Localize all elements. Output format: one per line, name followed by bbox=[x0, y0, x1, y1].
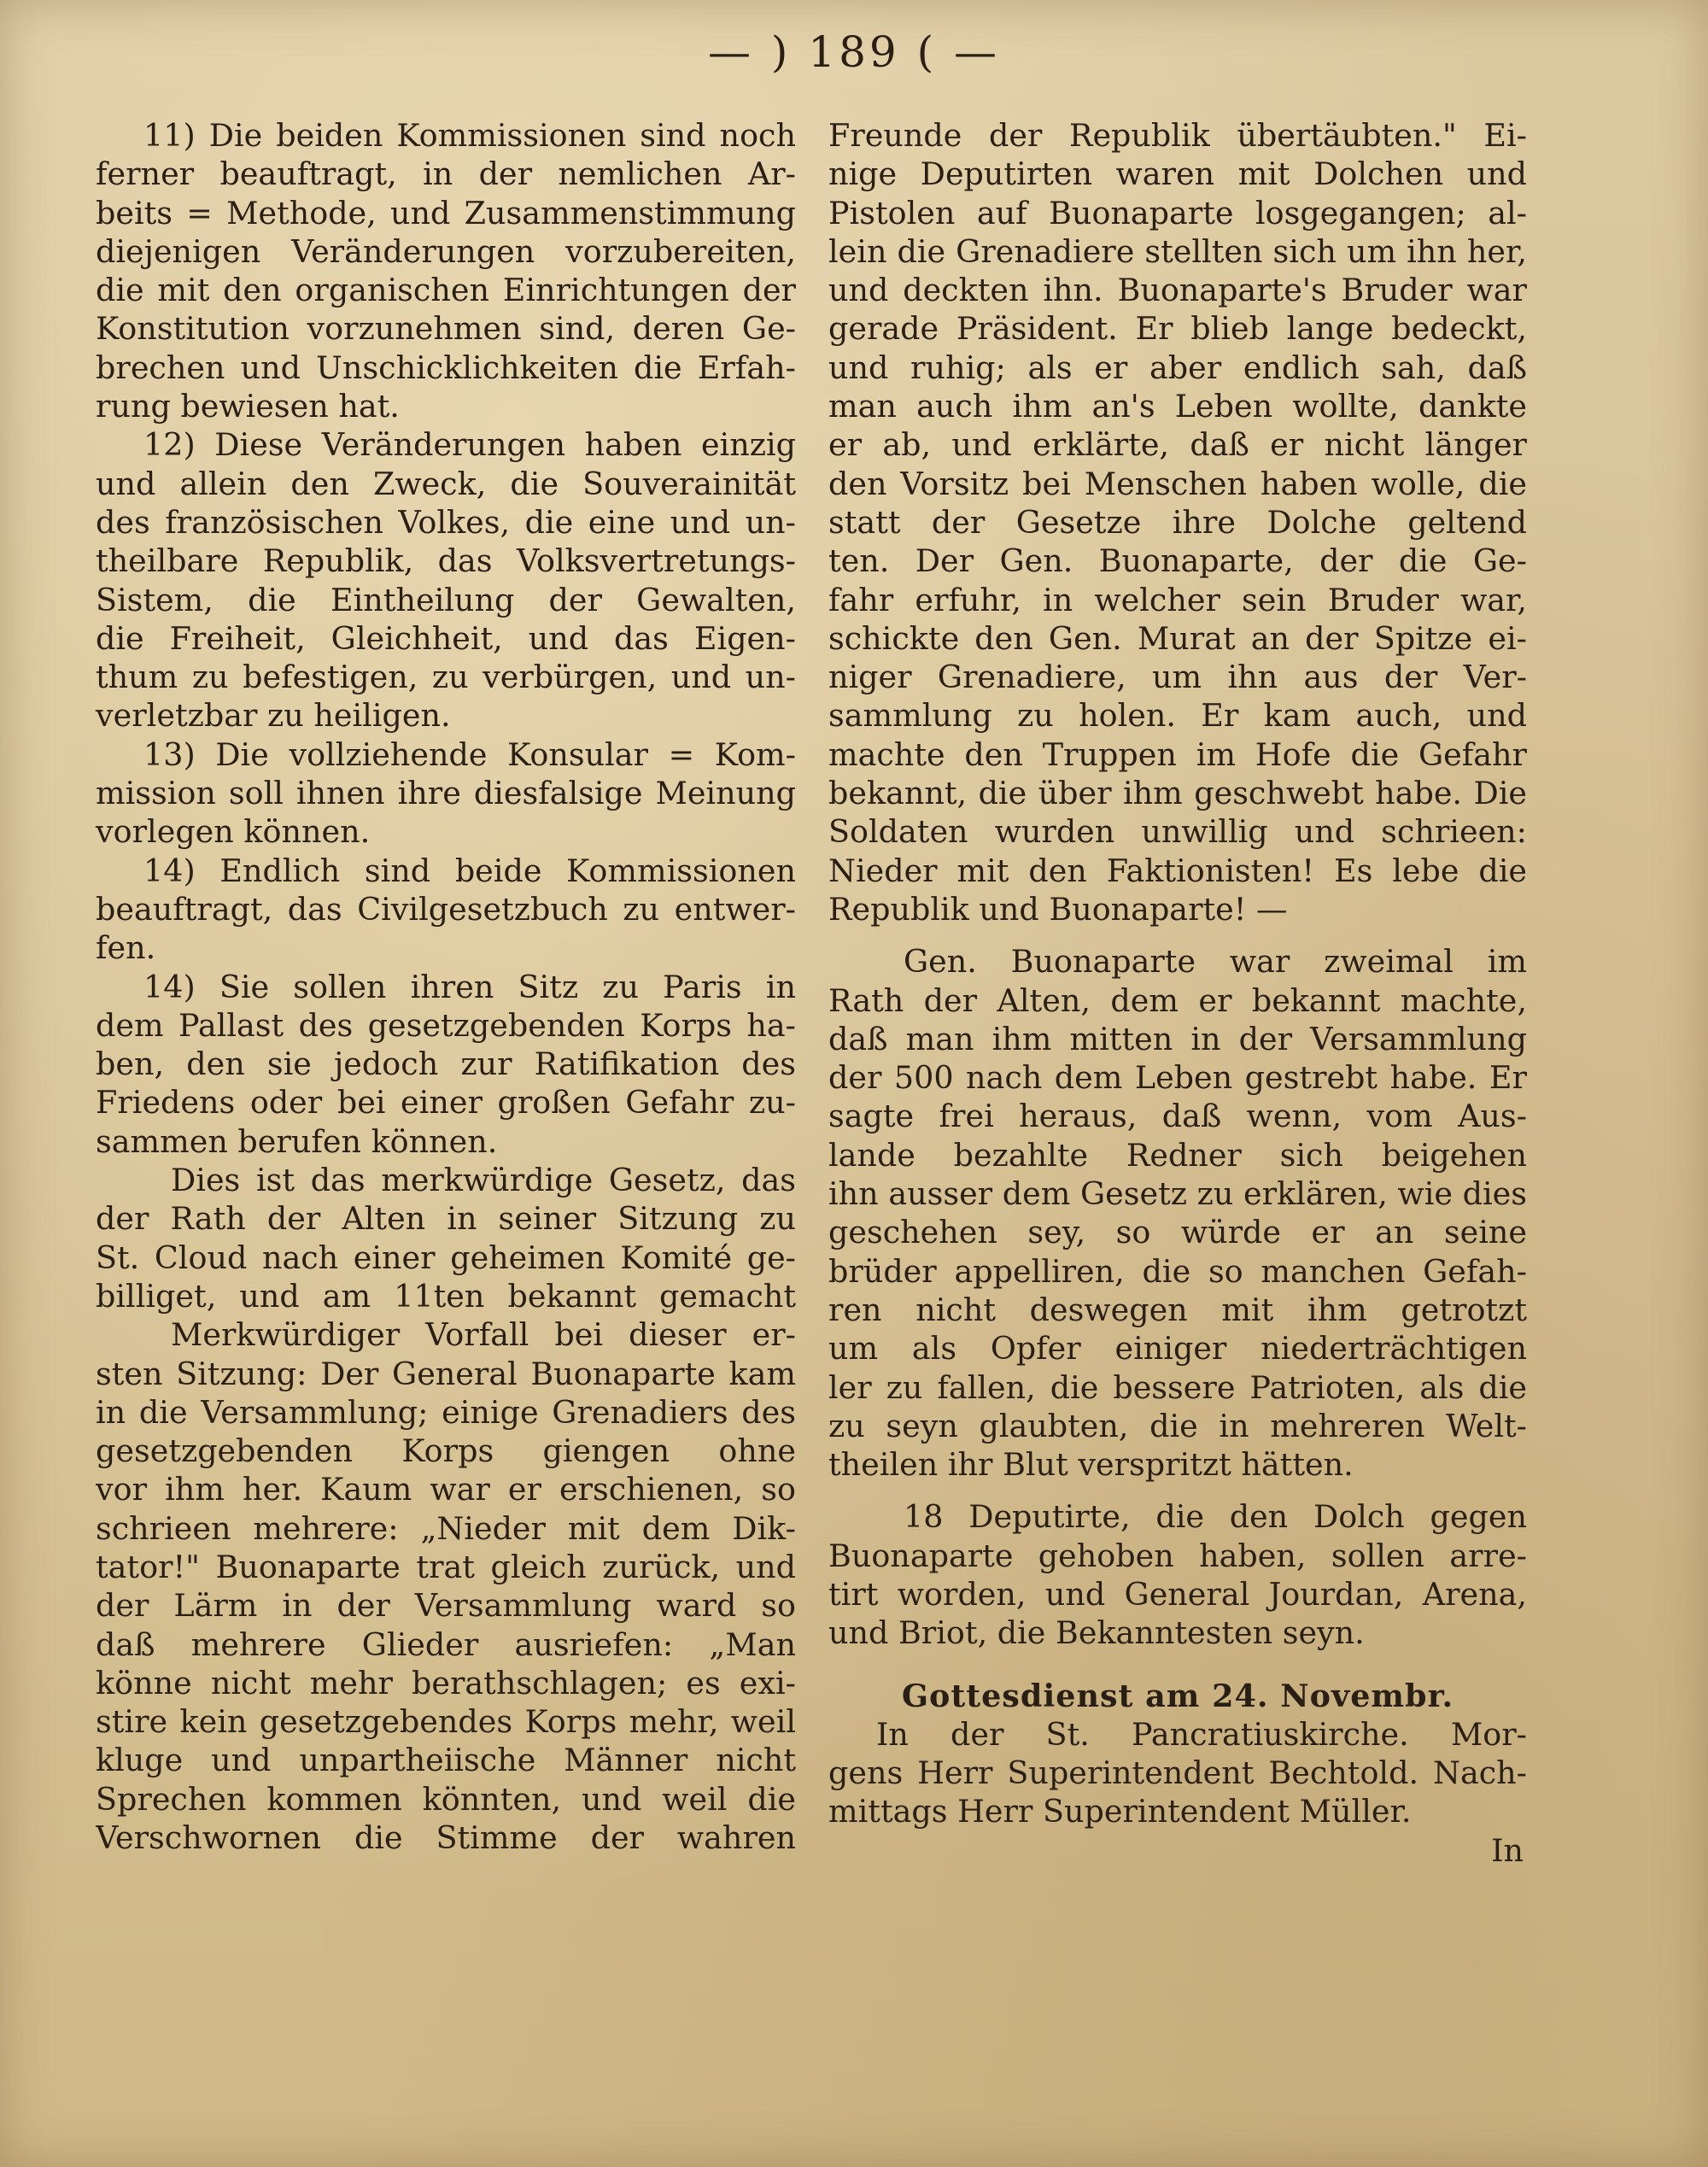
text-line: 11) Die beiden Kommissionen sind noch bbox=[143, 117, 796, 154]
text-line: Buonaparte gehoben haben, sollen arre- bbox=[828, 1537, 1527, 1574]
text-line: sagte frei heraus, daß wenn, vom Aus- bbox=[828, 1098, 1527, 1135]
text-line: Rath der Alten, dem er bekannt machte, bbox=[828, 981, 1527, 1019]
text-line: zu seyn glaubten, die in mehreren Welt- bbox=[828, 1407, 1527, 1444]
text-line: niger Grenadiere, um ihn aus der Ver- bbox=[828, 659, 1527, 696]
text-line: bekannt, die über ihm geschwebt habe. Die bbox=[828, 775, 1527, 812]
text-line: 18 Deputirte, die den Dolch gegen bbox=[904, 1498, 1527, 1536]
text-line: der 500 nach dem Leben gestrebt habe. Er bbox=[828, 1059, 1527, 1097]
text-line: Republik und Buonaparte! — bbox=[828, 890, 1288, 928]
text-line: machte den Truppen im Hofe die Gefahr bbox=[828, 735, 1527, 773]
text-line: Verschwornen die Stimme der wahren bbox=[96, 1819, 796, 1857]
text-line: theilbare Republik, das Volksvertretungs- bbox=[96, 542, 796, 580]
text-line: schrieen mehrere: „Nieder mit dem Dik- bbox=[96, 1509, 796, 1547]
catchword: In bbox=[1491, 1831, 1524, 1869]
text-line: Sistem, die Eintheilung der Gewalten, bbox=[96, 581, 796, 618]
text-line: ten. Der Gen. Buonaparte, der die Ge- bbox=[828, 542, 1527, 580]
text-line: ren nicht deswegen mit ihm getrotzt bbox=[828, 1291, 1527, 1328]
text-line: 12) Diese Veränderungen haben einzig bbox=[143, 426, 796, 464]
text-line: könne nicht mehr berathschlagen; es exi- bbox=[96, 1664, 796, 1701]
text-line: tator!" Buonaparte trat gleich zurück, und bbox=[96, 1548, 796, 1585]
text-line: Friedens oder bei einer großen Gefahr zu- bbox=[96, 1084, 796, 1122]
text-line: brüder appelliren, die so manchen Gefah- bbox=[828, 1252, 1527, 1290]
text-line: Sprechen kommen könnten, und weil die bbox=[96, 1780, 796, 1818]
text-line: beits = Methode, und Zusammenstimmung bbox=[96, 194, 796, 231]
text-line: ben, den sie jedoch zur Ratifikation des bbox=[96, 1045, 796, 1083]
text-line: gens Herr Superintendent Bechtold. Nach- bbox=[828, 1754, 1527, 1792]
text-line: sammlung zu holen. Er kam auch, und bbox=[828, 697, 1527, 735]
text-line: sammen berufen können. bbox=[96, 1122, 498, 1160]
text-line: ferner beauftragt, in der nemlichen Ar- bbox=[96, 155, 796, 193]
text-line: In der St. Pancratiuskirche. Mor- bbox=[876, 1715, 1527, 1753]
text-line: St. Cloud nach einer geheimen Komité ge- bbox=[96, 1239, 796, 1276]
text-line: des französischen Volkes, die eine und un- bbox=[96, 503, 796, 541]
text-line: man auch ihm an's Leben wollte, dankte bbox=[828, 388, 1527, 425]
text-line: Nieder mit den Faktionisten! Es lebe die bbox=[828, 852, 1527, 889]
section-gap bbox=[828, 1653, 1527, 1677]
text-line: und ruhig; als er aber endlich sah, daß bbox=[828, 348, 1527, 386]
text-line: theilen ihr Blut verspritzt hätten. bbox=[828, 1446, 1354, 1484]
text-line: 14) Endlich sind beide Kommissionen bbox=[143, 852, 796, 889]
text-line: gerade Präsident. Er blieb lange bedeckt, bbox=[828, 310, 1527, 348]
text-line: mittags Herr Superintendent Müller. bbox=[828, 1793, 1412, 1830]
text-line: Merkwürdiger Vorfall bei dieser er- bbox=[171, 1316, 796, 1354]
text-line: daß mehrere Glieder ausriefen: „Man bbox=[96, 1625, 796, 1663]
text-line: die mit den organischen Einrichtungen der bbox=[96, 272, 796, 309]
text-line: die Freiheit, Gleichheit, und das Eigen- bbox=[96, 619, 796, 657]
paragraph-gap bbox=[828, 1484, 1527, 1497]
text-line: den Vorsitz bei Menschen haben wolle, die bbox=[828, 465, 1527, 502]
text-line: und allein den Zweck, die Souverainität bbox=[96, 465, 796, 502]
text-line: lande bezahlte Redner sich beigehen bbox=[828, 1136, 1527, 1174]
text-line: thum zu befestigen, zu verbürgen, und un- bbox=[96, 659, 796, 696]
text-line: der Lärm in der Versammlung ward so bbox=[96, 1587, 796, 1625]
section-heading: Gottesdienst am 24. Novembr. bbox=[901, 1677, 1454, 1714]
text-line: der Rath der Alten in seiner Sitzung zu bbox=[96, 1200, 796, 1238]
text-line: vorlegen können. bbox=[96, 813, 371, 851]
text-line: billiget, und am 11ten bekannt gemacht bbox=[96, 1277, 796, 1315]
text-line: 13) Die vollziehende Konsular = Kom- bbox=[143, 735, 796, 773]
text-line: ihn ausser dem Gesetz zu erklären, wie dies bbox=[828, 1175, 1527, 1213]
text-line: rung bewiesen hat. bbox=[96, 388, 400, 425]
text-line: vor ihm her. Kaum war er erschienen, so bbox=[96, 1471, 796, 1508]
text-line: und deckten ihn. Buonaparte's Bruder war bbox=[828, 272, 1527, 309]
text-line: stire kein gesetzgebendes Korps mehr, weil bbox=[96, 1703, 796, 1741]
text-line: in die Versammlung; einige Grenadiers des bbox=[96, 1393, 796, 1431]
text-line: nige Deputirten waren mit Dolchen und bbox=[828, 155, 1527, 193]
page-header: — ) 189 ( — bbox=[707, 27, 1001, 77]
text-line: Pistolen auf Buonaparte losgegangen; al- bbox=[828, 194, 1527, 231]
text-line: tirt worden, und General Jourdan, Arena, bbox=[828, 1575, 1527, 1613]
text-line: Konstitution vorzunehmen sind, deren Ge- bbox=[96, 310, 796, 348]
text-line: fen. bbox=[96, 929, 156, 967]
text-line: sten Sitzung: Der General Buonaparte kam bbox=[96, 1355, 796, 1392]
text-line: Gen. Buonaparte war zweimal im bbox=[904, 943, 1527, 981]
text-line: Soldaten wurden unwillig und schrieen: bbox=[828, 813, 1527, 851]
text-line: er ab, und erklärte, daß er nicht länger bbox=[828, 426, 1527, 464]
text-line: verletzbar zu heiligen. bbox=[96, 697, 451, 735]
text-line: Dies ist das merkwürdige Gesetz, das bbox=[171, 1162, 796, 1199]
text-line: lein die Grenadiere stellten sich um ihn her, bbox=[828, 232, 1527, 270]
text-line: gesetzgebenden Korps giengen ohne bbox=[96, 1432, 796, 1470]
text-line: schickte den Gen. Murat an der Spitze ei- bbox=[828, 619, 1527, 657]
left-column bbox=[96, 116, 796, 1857]
text-line: geschehen sey, so würde er an seine bbox=[828, 1214, 1527, 1251]
text-line: brechen und Unschicklichkeiten die Erfah- bbox=[96, 348, 796, 386]
text-line: 14) Sie sollen ihren Sitz zu Paris in bbox=[143, 968, 796, 1005]
text-line: und Briot, die Bekanntesten seyn. bbox=[828, 1614, 1365, 1652]
right-column bbox=[828, 116, 1527, 1870]
text-line: um als Opfer einiger niederträchtigen bbox=[828, 1330, 1527, 1368]
paragraph-gap bbox=[828, 928, 1527, 942]
text-line: fahr erfuhr, in welcher sein Bruder war, bbox=[828, 581, 1527, 618]
text-line: kluge und unpartheiische Männer nicht bbox=[96, 1742, 796, 1779]
text-line: mission soll ihnen ihre diesfalsige Meinung bbox=[96, 775, 796, 812]
text-line: dem Pallast des gesetzgebenden Korps ha- bbox=[96, 1006, 796, 1044]
text-line: Freunde der Republik übertäubten." Ei- bbox=[828, 117, 1527, 154]
text-line: ler zu fallen, die bessere Patrioten, als die bbox=[828, 1368, 1527, 1406]
text-line: beauftragt, das Civilgesetzbuch zu entwer- bbox=[96, 890, 796, 928]
text-line: diejenigen Veränderungen vorzubereiten, bbox=[96, 232, 796, 270]
text-line: statt der Gesetze ihre Dolche geltend bbox=[828, 503, 1527, 541]
text-line: daß man ihm mitten in der Versammlung bbox=[828, 1020, 1527, 1057]
